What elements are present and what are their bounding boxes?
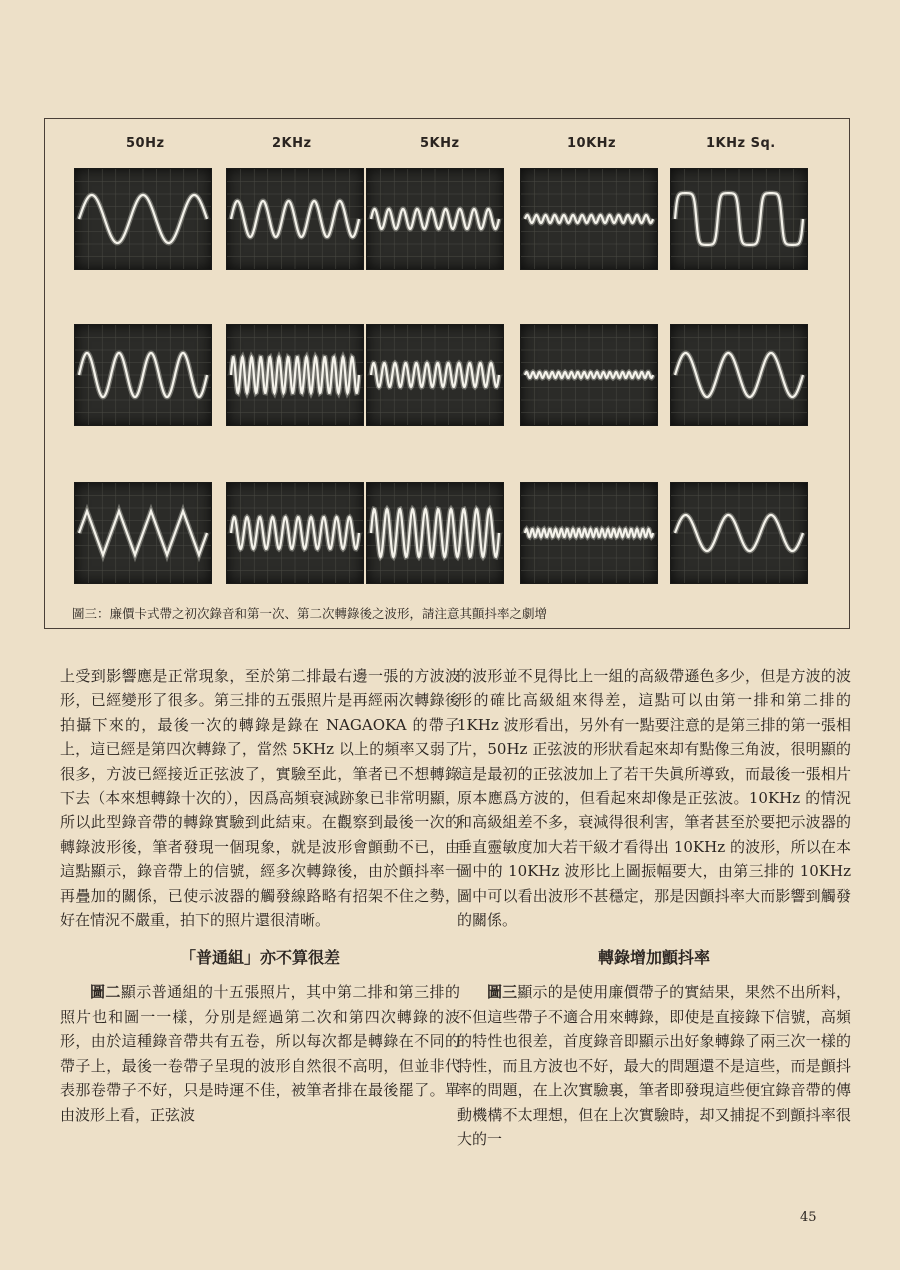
right-paragraph-2 <box>457 980 851 1151</box>
oscilloscope-photo <box>226 168 364 270</box>
section-heading-normal-group: 「普通組」亦不算很差 <box>179 948 340 968</box>
oscilloscope-photo <box>520 168 658 270</box>
oscilloscope-photo <box>670 168 808 270</box>
right-paragraph-1: 的波形並不見得比上一組的高級帶遜色多少，但是方波的波形的確比高級組來得差，這點可以由第一排和第二排的 1KHz 波形看出，另外有一點要注意的是第三排的第一張相片，50Hz 正弦波的形狀看起來却有點像三角波，很明顯的這是最初的正弦波加上了若干失眞所導致，而最後一張相片原本應爲方波的，但看起來却像是正弦波。10KHz 的情況和高級組差不多，衰減得很利害，筆者甚至於要把示波器的垂直靈敏度加大若干級才看得出 10KHz 的波形，所以在本圖中的 10KHz 波形比上圖振幅要大，由第三排的 10KHz 圖中可以看出波形不甚穩定，那是因顫抖率大而影響到觸發的關係。 <box>457 667 851 930</box>
figure-caption: 圖三：廉價卡式帶之初次錄音和第一次、第二次轉錄後之波形，請注意其顫抖率之劇增 <box>72 606 548 621</box>
oscilloscope-photo <box>670 482 808 584</box>
left-paragraph-2 <box>60 980 460 1126</box>
oscilloscope-photo <box>520 482 658 584</box>
oscilloscope-photo <box>74 482 212 584</box>
oscilloscope-photo <box>366 168 504 270</box>
freq-label-10khz: 10KHz <box>567 136 617 151</box>
left-paragraph-1: 上受到影響應是正常現象，至於第二排最右邊一張的方波波形，已經變形了很多。第三排的五張照片是再經兩次轉錄後拍攝下來的，最後一次的轉錄是錄在 NAGAOKA 的帶子上，這已經是第四次轉錄了，當然 5KHz 以上的頻率又弱了很多，方波已經接近正弦波了，實驗至此，筆者已不想轉錄下去（本來想轉錄十次的），因爲高頻衰減跡象已非常明顯，所以此型錄音帶的轉錄實驗到此結束。在觀察到最後一次的轉錄波形後，筆者發現一個現象，就是波形會顫動不已，由這點顯示，錄音帶上的信號，經多次轉錄後，由於顫抖率一再疊加的關係，已使示波器的觸發線路略有招架不住之勢，好在情況不嚴重，拍下的照片還很清晰。 <box>60 667 460 930</box>
oscilloscope-photo <box>226 324 364 426</box>
oscilloscope-photo <box>226 482 364 584</box>
right-column <box>457 664 851 1151</box>
page-number: 45 <box>800 1210 817 1225</box>
freq-label-5khz: 5KHz <box>420 136 460 151</box>
figure-3-reference: 圖三 <box>487 983 518 1002</box>
oscilloscope-photo <box>74 168 212 270</box>
section-heading-wow-flutter: 轉錄增加顫抖率 <box>597 948 710 968</box>
left-column <box>60 664 460 1127</box>
oscilloscope-photo <box>520 324 658 426</box>
oscilloscope-photo <box>670 324 808 426</box>
oscilloscope-photo <box>366 324 504 426</box>
oscilloscope-photo <box>74 324 212 426</box>
left-paragraph-2-text: 顯示普通組的十五張照片，其中第二排和第三排的照片也和圖一一樣，分別是經過第二次和第四次轉錄的波形，由於這種錄音帶共有五卷，所以每次都是轉錄在不同的帶子上，最後一卷帶子呈現的波形自然很不高明，但並非代表那卷帶子不好，只是時運不佳，被筆者排在最後罷了。單由波形上看，正弦波 <box>60 983 460 1124</box>
right-paragraph-2-text: 顯示的是使用廉價帶子的實結果，果然不出所料，不但這些帶子不適合用來轉錄，即使是直接錄下信號，高頻的特性也很差，首度錄音即顯示出好象轉錄了兩三次一樣的特性，而且方波也不好，最大的問題還不是這些，而是顫抖率的問題，在上次實驗裏，筆者即發現這些便宜錄音帶的傳動機構不太理想，但在上次實驗時，却又捕捉不到顫抖率很大的一 <box>457 983 851 1148</box>
oscilloscope-photo <box>366 482 504 584</box>
freq-label-1khz-square: 1KHz Sq. <box>706 136 776 151</box>
figure-2-reference: 圖二 <box>90 983 121 1002</box>
freq-label-50hz: 50Hz <box>126 136 165 151</box>
freq-label-2khz: 2KHz <box>272 136 312 151</box>
